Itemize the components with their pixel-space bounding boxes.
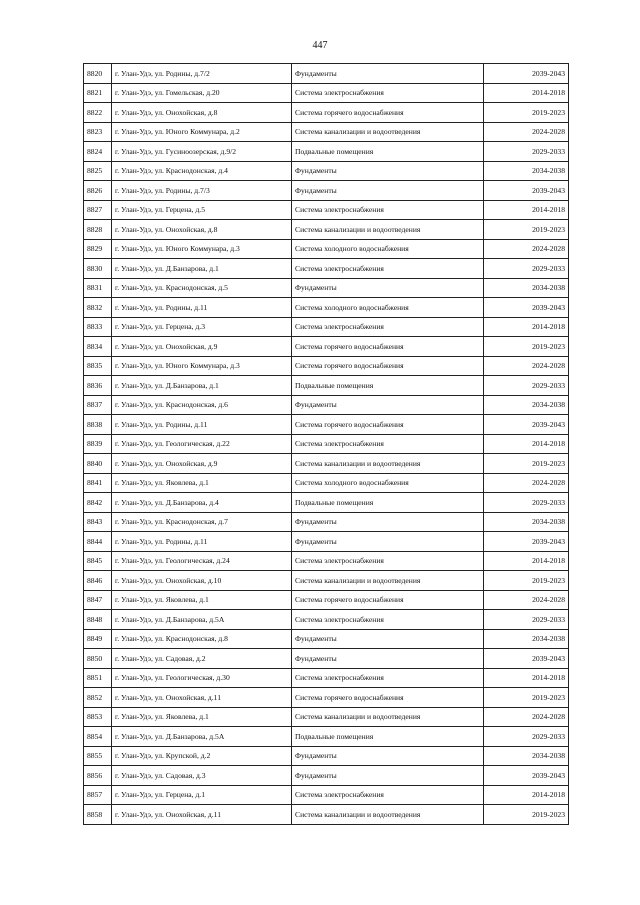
period-cell: 2034-2038: [484, 278, 569, 298]
row-number-cell: 8858: [84, 805, 112, 825]
table-row: [84, 727, 569, 747]
table-row: [84, 356, 569, 376]
row-number-cell: 8822: [84, 103, 112, 123]
address-cell: г. Улан-Удэ, ул. Герцена, д.5: [112, 200, 292, 220]
period-cell: 2014-2018: [484, 317, 569, 337]
row-number-cell: 8846: [84, 571, 112, 591]
table-row: [84, 473, 569, 493]
system-cell: Система электроснабжения: [292, 259, 484, 279]
system-cell: Система электроснабжения: [292, 200, 484, 220]
row-number-cell: 8851: [84, 668, 112, 688]
period-cell: 2019-2023: [484, 337, 569, 357]
table-row: [84, 649, 569, 669]
table-row: [84, 142, 569, 162]
system-cell: Фундаменты: [292, 64, 484, 84]
address-cell: г. Улан-Удэ, ул. Онохойская, д.8: [112, 103, 292, 123]
address-cell: г. Улан-Удэ, ул. Краснодонская, д.5: [112, 278, 292, 298]
address-cell: г. Улан-Удэ, ул. Онохойская, д.10: [112, 571, 292, 591]
period-cell: 2034-2038: [484, 512, 569, 532]
system-cell: Фундаменты: [292, 766, 484, 786]
system-cell: Система горячего водоснабжения: [292, 688, 484, 708]
period-cell: 2029-2033: [484, 259, 569, 279]
table-row: [84, 668, 569, 688]
system-cell: Система горячего водоснабжения: [292, 103, 484, 123]
period-cell: 2029-2033: [484, 142, 569, 162]
row-number-cell: 8830: [84, 259, 112, 279]
address-cell: г. Улан-Удэ, ул. Родины, д.7/3: [112, 181, 292, 201]
table-row: [84, 766, 569, 786]
period-cell: 2039-2043: [484, 181, 569, 201]
table-row: [84, 337, 569, 357]
system-cell: Система холодного водоснабжения: [292, 298, 484, 318]
row-number-cell: 8849: [84, 629, 112, 649]
row-number-cell: 8844: [84, 532, 112, 552]
address-cell: г. Улан-Удэ, ул. Садовая, д.2: [112, 649, 292, 669]
system-cell: Система горячего водоснабжения: [292, 356, 484, 376]
row-number-cell: 8832: [84, 298, 112, 318]
system-cell: Система канализации и водоотведения: [292, 571, 484, 591]
row-number-cell: 8848: [84, 610, 112, 630]
period-cell: 2024-2028: [484, 707, 569, 727]
row-number-cell: 8823: [84, 122, 112, 142]
period-cell: 2024-2028: [484, 122, 569, 142]
row-number-cell: 8824: [84, 142, 112, 162]
period-cell: 2014-2018: [484, 434, 569, 454]
row-number-cell: 8856: [84, 766, 112, 786]
row-number-cell: 8838: [84, 415, 112, 435]
period-cell: 2019-2023: [484, 571, 569, 591]
table-row: [84, 200, 569, 220]
address-cell: г. Улан-Удэ, ул. Гусиноозерская, д.9/2: [112, 142, 292, 162]
period-cell: 2029-2033: [484, 727, 569, 747]
system-cell: Система холодного водоснабжения: [292, 239, 484, 259]
system-cell: Система электроснабжения: [292, 317, 484, 337]
address-cell: г. Улан-Удэ, ул. Геологическая, д.30: [112, 668, 292, 688]
address-cell: г. Улан-Удэ, ул. Д.Банзарова, д.1: [112, 259, 292, 279]
row-number-cell: 8821: [84, 83, 112, 103]
period-cell: 2024-2028: [484, 356, 569, 376]
table-row: [84, 220, 569, 240]
system-cell: Система канализации и водоотведения: [292, 454, 484, 474]
period-cell: 2039-2043: [484, 298, 569, 318]
address-cell: г. Улан-Удэ, ул. Родины, д.11: [112, 415, 292, 435]
row-number-cell: 8829: [84, 239, 112, 259]
system-cell: Система электроснабжения: [292, 434, 484, 454]
table-row: [84, 83, 569, 103]
table-row: [84, 278, 569, 298]
table-row: [84, 415, 569, 435]
row-number-cell: 8847: [84, 590, 112, 610]
row-number-cell: 8831: [84, 278, 112, 298]
address-cell: г. Улан-Удэ, ул. Яковлева, д.1: [112, 473, 292, 493]
address-cell: г. Улан-Удэ, ул. Краснодонская, д.8: [112, 629, 292, 649]
system-cell: Система электроснабжения: [292, 610, 484, 630]
period-cell: 2014-2018: [484, 785, 569, 805]
system-cell: Система электроснабжения: [292, 785, 484, 805]
row-number-cell: 8828: [84, 220, 112, 240]
address-cell: г. Улан-Удэ, ул. Онохойская, д.9: [112, 454, 292, 474]
period-cell: 2034-2038: [484, 746, 569, 766]
row-number-cell: 8837: [84, 395, 112, 415]
system-cell: Фундаменты: [292, 161, 484, 181]
table-row: [84, 805, 569, 825]
period-cell: 2029-2033: [484, 610, 569, 630]
table-row: [84, 512, 569, 532]
period-cell: 2034-2038: [484, 161, 569, 181]
row-number-cell: 8850: [84, 649, 112, 669]
period-cell: 2039-2043: [484, 649, 569, 669]
address-cell: г. Улан-Удэ, ул. Онохойская, д.11: [112, 805, 292, 825]
system-cell: Подвальные помещения: [292, 142, 484, 162]
row-number-cell: 8834: [84, 337, 112, 357]
address-cell: г. Улан-Удэ, ул. Геологическая, д.22: [112, 434, 292, 454]
address-cell: г. Улан-Удэ, ул. Гомельская, д.20: [112, 83, 292, 103]
system-cell: Система холодного водоснабжения: [292, 473, 484, 493]
period-cell: 2039-2043: [484, 766, 569, 786]
address-cell: г. Улан-Удэ, ул. Родины, д.11: [112, 298, 292, 318]
address-cell: г. Улан-Удэ, ул. Онохойская, д.11: [112, 688, 292, 708]
row-number-cell: 8855: [84, 746, 112, 766]
table-row: [84, 707, 569, 727]
row-number-cell: 8845: [84, 551, 112, 571]
address-cell: г. Улан-Удэ, ул. Краснодонская, д.6: [112, 395, 292, 415]
table-row: [84, 395, 569, 415]
table-row: [84, 259, 569, 279]
period-cell: 2039-2043: [484, 532, 569, 552]
address-cell: г. Улан-Удэ, ул. Герцена, д.3: [112, 317, 292, 337]
period-cell: 2019-2023: [484, 805, 569, 825]
row-number-cell: 8827: [84, 200, 112, 220]
address-cell: г. Улан-Удэ, ул. Д.Банзарова, д.5А: [112, 610, 292, 630]
system-cell: Фундаменты: [292, 746, 484, 766]
system-cell: Фундаменты: [292, 629, 484, 649]
table-row: [84, 376, 569, 396]
row-number-cell: 8839: [84, 434, 112, 454]
table-row: [84, 571, 569, 591]
address-cell: г. Улан-Удэ, ул. Садовая, д.3: [112, 766, 292, 786]
address-cell: г. Улан-Удэ, ул. Д.Банзарова, д.1: [112, 376, 292, 396]
period-cell: 2019-2023: [484, 454, 569, 474]
row-number-cell: 8841: [84, 473, 112, 493]
address-cell: г. Улан-Удэ, ул. Онохойская, д.9: [112, 337, 292, 357]
period-cell: 2014-2018: [484, 83, 569, 103]
period-cell: 2029-2033: [484, 376, 569, 396]
address-cell: г. Улан-Удэ, ул. Краснодонская, д.4: [112, 161, 292, 181]
table-row: [84, 746, 569, 766]
table-row: [84, 532, 569, 552]
period-cell: 2029-2033: [484, 493, 569, 513]
address-cell: г. Улан-Удэ, ул. Крупской, д.2: [112, 746, 292, 766]
address-cell: г. Улан-Удэ, ул. Юного Коммунара, д.2: [112, 122, 292, 142]
period-cell: 2019-2023: [484, 103, 569, 123]
system-cell: Система канализации и водоотведения: [292, 805, 484, 825]
table-row: [84, 434, 569, 454]
table-row: [84, 298, 569, 318]
system-cell: Система горячего водоснабжения: [292, 415, 484, 435]
address-cell: г. Улан-Удэ, ул. Краснодонская, д.7: [112, 512, 292, 532]
register-table-body: [84, 64, 569, 825]
system-cell: Система горячего водоснабжения: [292, 590, 484, 610]
address-cell: г. Улан-Удэ, ул. Родины, д.7/2: [112, 64, 292, 84]
address-cell: г. Улан-Удэ, ул. Юного Коммунара, д.3: [112, 356, 292, 376]
table-row: [84, 688, 569, 708]
period-cell: 2014-2018: [484, 551, 569, 571]
address-cell: г. Улан-Удэ, ул. Д.Банзарова, д.4: [112, 493, 292, 513]
system-cell: Фундаменты: [292, 395, 484, 415]
address-cell: г. Улан-Удэ, ул. Родины, д.11: [112, 532, 292, 552]
row-number-cell: 8853: [84, 707, 112, 727]
row-number-cell: 8843: [84, 512, 112, 532]
address-cell: г. Улан-Удэ, ул. Онохойская, д.8: [112, 220, 292, 240]
row-number-cell: 8836: [84, 376, 112, 396]
table-row: [84, 590, 569, 610]
table-row: [84, 551, 569, 571]
row-number-cell: 8857: [84, 785, 112, 805]
system-cell: Фундаменты: [292, 278, 484, 298]
system-cell: Фундаменты: [292, 532, 484, 552]
table-row: [84, 493, 569, 513]
address-cell: г. Улан-Удэ, ул. Геологическая, д.24: [112, 551, 292, 571]
row-number-cell: 8826: [84, 181, 112, 201]
period-cell: 2014-2018: [484, 668, 569, 688]
system-cell: Подвальные помещения: [292, 727, 484, 747]
system-cell: Фундаменты: [292, 649, 484, 669]
table-row: [84, 103, 569, 123]
system-cell: Подвальные помещения: [292, 376, 484, 396]
row-number-cell: 8825: [84, 161, 112, 181]
address-cell: г. Улан-Удэ, ул. Герцена, д.1: [112, 785, 292, 805]
table-row: [84, 181, 569, 201]
period-cell: 2024-2028: [484, 473, 569, 493]
system-cell: Фундаменты: [292, 181, 484, 201]
system-cell: Система канализации и водоотведения: [292, 122, 484, 142]
register-table: [83, 63, 569, 825]
period-cell: 2039-2043: [484, 415, 569, 435]
table-row: [84, 317, 569, 337]
table-row: [84, 785, 569, 805]
table-row: [84, 610, 569, 630]
row-number-cell: 8820: [84, 64, 112, 84]
period-cell: 2024-2028: [484, 590, 569, 610]
row-number-cell: 8842: [84, 493, 112, 513]
table-row: [84, 122, 569, 142]
system-cell: Подвальные помещения: [292, 493, 484, 513]
system-cell: Система электроснабжения: [292, 551, 484, 571]
period-cell: 2034-2038: [484, 629, 569, 649]
period-cell: 2019-2023: [484, 220, 569, 240]
system-cell: Фундаменты: [292, 512, 484, 532]
address-cell: г. Улан-Удэ, ул. Яковлева, д.1: [112, 590, 292, 610]
address-cell: г. Улан-Удэ, ул. Яковлева, д.1: [112, 707, 292, 727]
page-number: 447: [312, 40, 328, 51]
row-number-cell: 8854: [84, 727, 112, 747]
period-cell: 2019-2023: [484, 688, 569, 708]
row-number-cell: 8840: [84, 454, 112, 474]
period-cell: 2034-2038: [484, 395, 569, 415]
row-number-cell: 8852: [84, 688, 112, 708]
row-number-cell: 8833: [84, 317, 112, 337]
address-cell: г. Улан-Удэ, ул. Д.Банзарова, д.5А: [112, 727, 292, 747]
table-row: [84, 161, 569, 181]
period-cell: 2014-2018: [484, 200, 569, 220]
table-row: [84, 629, 569, 649]
period-cell: 2039-2043: [484, 64, 569, 84]
row-number-cell: 8835: [84, 356, 112, 376]
period-cell: 2024-2028: [484, 239, 569, 259]
table-row: [84, 454, 569, 474]
table-row: [84, 64, 569, 84]
table-row: [84, 239, 569, 259]
system-cell: Система электроснабжения: [292, 668, 484, 688]
system-cell: Система электроснабжения: [292, 83, 484, 103]
system-cell: Система горячего водоснабжения: [292, 337, 484, 357]
system-cell: Система канализации и водоотведения: [292, 220, 484, 240]
system-cell: Система канализации и водоотведения: [292, 707, 484, 727]
address-cell: г. Улан-Удэ, ул. Юного Коммунара, д.3: [112, 239, 292, 259]
